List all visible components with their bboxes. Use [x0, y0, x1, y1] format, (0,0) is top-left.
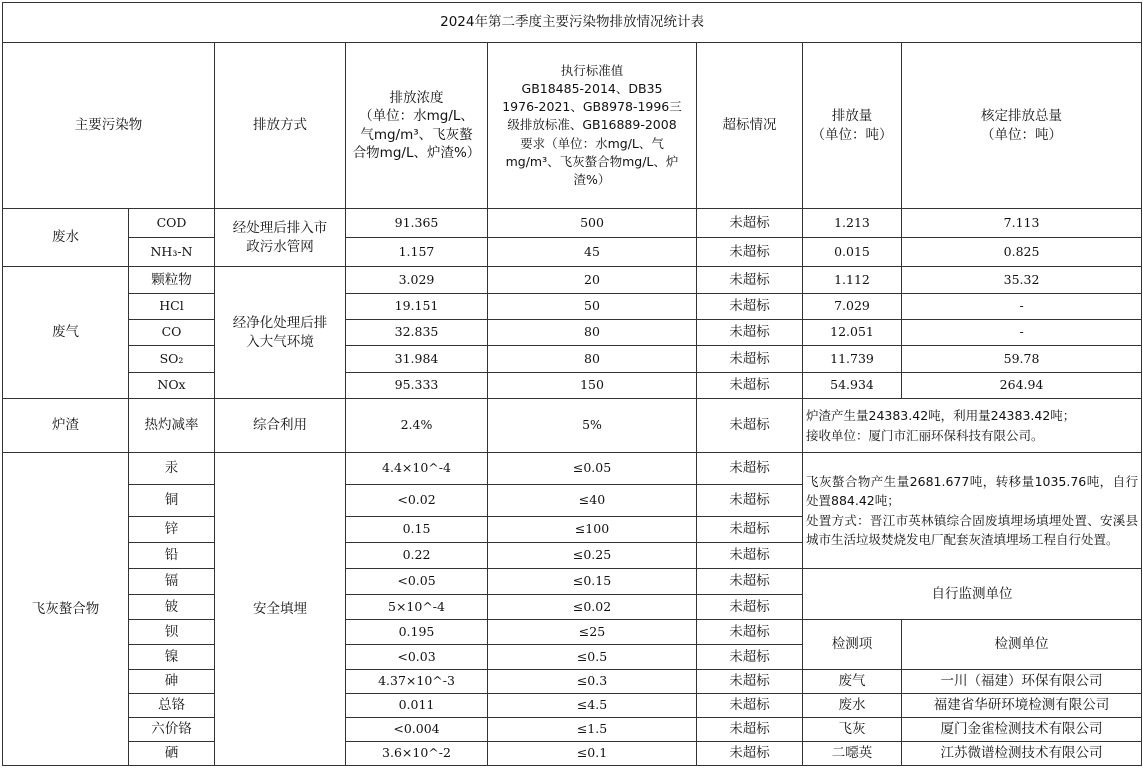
std-cell: ≤4.5	[488, 694, 697, 718]
conc-cell: 91.365	[346, 209, 488, 238]
conc-cell: 5×10^-4	[346, 595, 488, 620]
item-cell: 热灼减率	[129, 399, 215, 453]
item-cell: NH₃-N	[129, 238, 215, 267]
exceed-cell: 未超标	[697, 399, 803, 453]
category-waste-gas: 废气	[3, 267, 129, 399]
approved-cell: -	[902, 294, 1142, 320]
monitoring-unit: 一川（福建）环保有限公司	[902, 670, 1142, 694]
exceed-cell: 未超标	[697, 346, 803, 373]
std-cell: 45	[488, 238, 697, 267]
std-cell: ≤0.15	[488, 569, 697, 595]
approved-cell: -	[902, 320, 1142, 346]
conc-cell: 0.22	[346, 543, 488, 569]
monitoring-item: 废气	[803, 670, 902, 694]
exceed-cell: 未超标	[697, 320, 803, 346]
std-cell: 50	[488, 294, 697, 320]
monitoring-title: 自行监测单位	[803, 569, 1142, 620]
approved-cell: 59.78	[902, 346, 1142, 373]
conc-cell: 4.4×10^-4	[346, 453, 488, 485]
conc-cell: 1.157	[346, 238, 488, 267]
item-cell: COD	[129, 209, 215, 238]
exceed-cell: 未超标	[697, 595, 803, 620]
std-cell: ≤0.02	[488, 595, 697, 620]
std-cell: 80	[488, 346, 697, 373]
exceed-cell: 未超标	[697, 718, 803, 742]
monitoring-item: 飞灰	[803, 718, 902, 742]
std-cell: 20	[488, 267, 697, 294]
item-cell: 钡	[129, 620, 215, 645]
method-waste-gas: 经净化处理后排 入大气环境	[215, 267, 346, 399]
conc-cell: 4.37×10^-3	[346, 670, 488, 694]
table-row	[3, 267, 1142, 294]
std-cell: ≤0.1	[488, 742, 697, 766]
exceed-cell: 未超标	[697, 294, 803, 320]
exceed-cell: 未超标	[697, 485, 803, 517]
method-fly-ash: 安全填埋	[215, 453, 346, 766]
item-cell: CO	[129, 320, 215, 346]
monitoring-unit: 江苏微谱检测技术有限公司	[902, 742, 1142, 766]
monitoring-item: 废水	[803, 694, 902, 718]
category-slag: 炉渣	[3, 399, 129, 453]
emission-table	[2, 2, 1142, 766]
item-cell: 总铬	[129, 694, 215, 718]
slag-note: 炉渣产生量24383.42吨，利用量24383.42吨； 接收单位：厦门市汇丽环保科技有限公司。	[803, 399, 1142, 453]
table-row	[3, 670, 1142, 694]
table-row	[3, 373, 1142, 399]
table-title: 2024年第二季度主要污染物排放情况统计表	[3, 3, 1142, 43]
item-cell: 锌	[129, 517, 215, 543]
std-cell: ≤100	[488, 517, 697, 543]
exceed-cell: 未超标	[697, 209, 803, 238]
item-cell: NOx	[129, 373, 215, 399]
amount-cell: 12.051	[803, 320, 902, 346]
conc-cell: 32.835	[346, 320, 488, 346]
header-exceed: 超标情况	[697, 43, 803, 209]
conc-cell: 2.4%	[346, 399, 488, 453]
table-row	[3, 569, 1142, 595]
header-standard: 执行标准值 GB18485-2014、DB35 1976-2021、GB8978-1996三 级排放标准、GB16889-2008 要求（单位：水mg/L、气 mg/m³、飞灰螯合物mg/L、炉 渣%）	[488, 43, 697, 209]
conc-cell: <0.05	[346, 569, 488, 595]
std-cell: ≤25	[488, 620, 697, 645]
table-row	[3, 620, 1142, 645]
item-cell: 铜	[129, 485, 215, 517]
item-cell: 硒	[129, 742, 215, 766]
std-cell: ≤0.3	[488, 670, 697, 694]
exceed-cell: 未超标	[697, 620, 803, 645]
amount-cell: 1.112	[803, 267, 902, 294]
exceed-cell: 未超标	[697, 543, 803, 569]
category-fly-ash: 飞灰螯合物	[3, 453, 129, 766]
item-cell: HCl	[129, 294, 215, 320]
conc-cell: <0.03	[346, 645, 488, 670]
conc-cell: <0.02	[346, 485, 488, 517]
approved-cell: 35.32	[902, 267, 1142, 294]
amount-cell: 0.015	[803, 238, 902, 267]
conc-cell: 0.195	[346, 620, 488, 645]
conc-cell: 31.984	[346, 346, 488, 373]
conc-cell: 0.15	[346, 517, 488, 543]
item-cell: 镍	[129, 645, 215, 670]
item-cell: 铍	[129, 595, 215, 620]
table-row	[3, 294, 1142, 320]
item-cell: SO₂	[129, 346, 215, 373]
table-row	[3, 694, 1142, 718]
header-method: 排放方式	[215, 43, 346, 209]
monitoring-col-unit: 检测单位	[902, 620, 1142, 670]
monitoring-item: 二噁英	[803, 742, 902, 766]
table-row	[3, 742, 1142, 766]
monitoring-unit: 厦门金雀检测技术有限公司	[902, 718, 1142, 742]
exceed-cell: 未超标	[697, 670, 803, 694]
amount-cell: 1.213	[803, 209, 902, 238]
exceed-cell: 未超标	[697, 267, 803, 294]
conc-cell: <0.004	[346, 718, 488, 742]
table-row	[3, 238, 1142, 267]
conc-cell: 0.011	[346, 694, 488, 718]
table-row	[3, 718, 1142, 742]
table-row	[3, 209, 1142, 238]
item-cell: 汞	[129, 453, 215, 485]
std-cell: 500	[488, 209, 697, 238]
exceed-cell: 未超标	[697, 373, 803, 399]
amount-cell: 11.739	[803, 346, 902, 373]
approved-cell: 264.94	[902, 373, 1142, 399]
exceed-cell: 未超标	[697, 238, 803, 267]
std-cell: ≤0.05	[488, 453, 697, 485]
std-cell: ≤40	[488, 485, 697, 517]
exceed-cell: 未超标	[697, 694, 803, 718]
conc-cell: 19.151	[346, 294, 488, 320]
item-cell: 铅	[129, 543, 215, 569]
table-row	[3, 453, 1142, 485]
std-cell: ≤1.5	[488, 718, 697, 742]
header-approved: 核定排放总量 （单位：吨）	[902, 43, 1142, 209]
item-cell: 砷	[129, 670, 215, 694]
fly-ash-note: 飞灰螯合物产生量2681.677吨，转移量1035.76吨，自行处置884.42吨； 处置方式：晋江市英林镇综合固废填埋场填埋处置、安溪县城市生活垃圾焚烧发电厂配套灰渣填埋场工程自行处置。	[803, 453, 1142, 569]
conc-cell: 95.333	[346, 373, 488, 399]
amount-cell: 54.934	[803, 373, 902, 399]
monitoring-col-item: 检测项	[803, 620, 902, 670]
category-wastewater: 废水	[3, 209, 129, 267]
method-wastewater: 经处理后排入市 政污水管网	[215, 209, 346, 267]
amount-cell: 7.029	[803, 294, 902, 320]
exceed-cell: 未超标	[697, 569, 803, 595]
approved-cell: 0.825	[902, 238, 1142, 267]
header-amount: 排放量 （单位：吨）	[803, 43, 902, 209]
header-concentration: 排放浓度 （单位：水mg/L、 气mg/m³、飞灰螯 合物mg/L、炉渣%）	[346, 43, 488, 209]
std-cell: 80	[488, 320, 697, 346]
exceed-cell: 未超标	[697, 453, 803, 485]
item-cell: 镉	[129, 569, 215, 595]
item-cell: 六价铬	[129, 718, 215, 742]
table-row	[3, 399, 1142, 453]
item-cell: 颗粒物	[129, 267, 215, 294]
conc-cell: 3.6×10^-2	[346, 742, 488, 766]
std-cell: 5%	[488, 399, 697, 453]
exceed-cell: 未超标	[697, 517, 803, 543]
monitoring-unit: 福建省华研环境检测有限公司	[902, 694, 1142, 718]
exceed-cell: 未超标	[697, 742, 803, 766]
conc-cell: 3.029	[346, 267, 488, 294]
exceed-cell: 未超标	[697, 645, 803, 670]
method-slag: 综合利用	[215, 399, 346, 453]
std-cell: ≤0.5	[488, 645, 697, 670]
std-cell: ≤0.25	[488, 543, 697, 569]
approved-cell: 7.113	[902, 209, 1142, 238]
header-pollutant: 主要污染物	[3, 43, 215, 209]
std-cell: 150	[488, 373, 697, 399]
table-row	[3, 320, 1142, 346]
table-row	[3, 346, 1142, 373]
